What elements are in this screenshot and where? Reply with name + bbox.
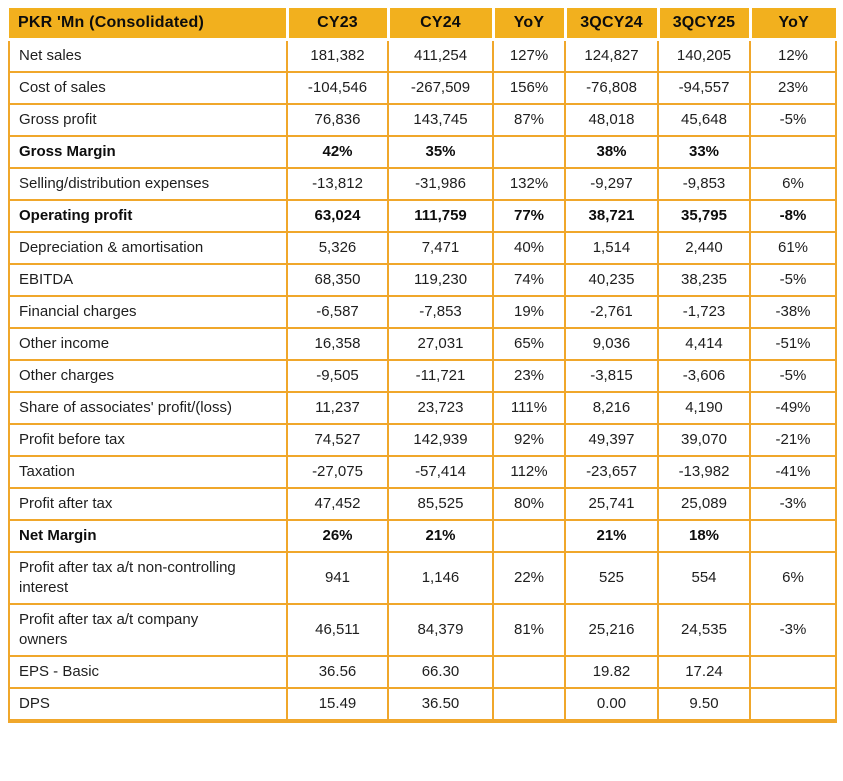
table-row-taxation <box>9 456 836 488</box>
table-row-net-sales <box>9 40 836 73</box>
row-label-text: Financial charges <box>19 303 137 320</box>
row-label <box>9 328 287 360</box>
cell: -3,815 <box>565 360 658 392</box>
cell: -267,509 <box>388 72 493 104</box>
row-label <box>9 104 287 136</box>
cell: -104,546 <box>287 72 388 104</box>
table-row-eps-basic <box>9 656 836 688</box>
cell: 17.24 <box>658 656 750 688</box>
cell: 0.00 <box>565 688 658 721</box>
cell <box>750 688 836 721</box>
cell: -9,297 <box>565 168 658 200</box>
cell: 36.50 <box>388 688 493 721</box>
cell: 92% <box>493 424 565 456</box>
cell: 111,759 <box>388 200 493 232</box>
row-label <box>9 264 287 296</box>
row-label <box>9 392 287 424</box>
row-label <box>9 688 287 721</box>
column-header-cy24: CY24 <box>388 8 493 40</box>
cell: 112% <box>493 456 565 488</box>
cell: -41% <box>750 456 836 488</box>
cell: -5% <box>750 360 836 392</box>
cell <box>493 136 565 168</box>
cell: 2,440 <box>658 232 750 264</box>
cell: -3% <box>750 604 836 656</box>
cell: 66.30 <box>388 656 493 688</box>
table-row-profit-before-tax <box>9 424 836 456</box>
cell: 24,535 <box>658 604 750 656</box>
cell: 26% <box>287 520 388 552</box>
table-header <box>9 8 836 40</box>
cell: 127% <box>493 40 565 73</box>
row-label-text: Other income <box>19 335 110 352</box>
cell: 61% <box>750 232 836 264</box>
cell: 25,089 <box>658 488 750 520</box>
row-label-text: EBITDA <box>19 271 74 288</box>
cell <box>750 136 836 168</box>
cell: -5% <box>750 104 836 136</box>
cell: 48,018 <box>565 104 658 136</box>
row-label-text: Profit after tax a/t company owners <box>19 611 199 648</box>
column-header-yoy: YoY <box>493 8 565 40</box>
cell: 9.50 <box>658 688 750 721</box>
table-row-selling-distribution-expenses <box>9 168 836 200</box>
row-label-text: Taxation <box>19 463 75 480</box>
cell: 74,527 <box>287 424 388 456</box>
cell: -21% <box>750 424 836 456</box>
cell: 87% <box>493 104 565 136</box>
cell: 1,146 <box>388 552 493 604</box>
table-row-gross-profit <box>9 104 836 136</box>
cell: 76,836 <box>287 104 388 136</box>
cell: 77% <box>493 200 565 232</box>
cell: -23,657 <box>565 456 658 488</box>
cell: -5% <box>750 264 836 296</box>
cell: 124,827 <box>565 40 658 73</box>
cell: 23% <box>493 360 565 392</box>
cell: 4,190 <box>658 392 750 424</box>
table-row-operating-profit <box>9 200 836 232</box>
cell: 46,511 <box>287 604 388 656</box>
cell: 21% <box>388 520 493 552</box>
cell: 36.56 <box>287 656 388 688</box>
row-label <box>9 40 287 73</box>
cell: -27,075 <box>287 456 388 488</box>
table-row-gross-margin <box>9 136 836 168</box>
cell: -51% <box>750 328 836 360</box>
cell: 15.49 <box>287 688 388 721</box>
cell: 143,745 <box>388 104 493 136</box>
cell: 68,350 <box>287 264 388 296</box>
table-row-share-of-associates-profit-loss <box>9 392 836 424</box>
cell: -9,505 <box>287 360 388 392</box>
row-label-text: Profit before tax <box>19 431 125 448</box>
table-row-ebitda <box>9 264 836 296</box>
row-label-text: Profit after tax a/t non-controlling interest <box>19 559 236 596</box>
column-header-cy23: CY23 <box>287 8 388 40</box>
column-header-3qcy24: 3QCY24 <box>565 8 658 40</box>
table-row-depreciation-amortisation <box>9 232 836 264</box>
row-label <box>9 456 287 488</box>
cell: 40,235 <box>565 264 658 296</box>
cell: -9,853 <box>658 168 750 200</box>
row-label <box>9 488 287 520</box>
cell: -11,721 <box>388 360 493 392</box>
cell: 65% <box>493 328 565 360</box>
table-row-cost-of-sales <box>9 72 836 104</box>
cell: 119,230 <box>388 264 493 296</box>
cell <box>493 688 565 721</box>
row-label <box>9 552 287 604</box>
cell: 25,216 <box>565 604 658 656</box>
row-label-text: Gross Margin <box>19 143 116 160</box>
cell: 132% <box>493 168 565 200</box>
row-label-text: Profit after tax <box>19 495 113 512</box>
cell: 18% <box>658 520 750 552</box>
row-label <box>9 168 287 200</box>
row-label-text: Net sales <box>19 47 82 64</box>
row-label-text: Selling/distribution expenses <box>19 175 210 192</box>
table-row-profit-after-tax <box>9 488 836 520</box>
row-label-text: EPS - Basic <box>19 663 100 680</box>
header-row <box>9 8 836 40</box>
row-label-text: Operating profit <box>19 207 133 224</box>
cell: -8% <box>750 200 836 232</box>
financial-results-table <box>8 8 837 723</box>
cell: -1,723 <box>658 296 750 328</box>
cell: -57,414 <box>388 456 493 488</box>
cell <box>750 520 836 552</box>
cell: 11,237 <box>287 392 388 424</box>
cell: 35,795 <box>658 200 750 232</box>
cell: 411,254 <box>388 40 493 73</box>
row-label <box>9 424 287 456</box>
cell: -31,986 <box>388 168 493 200</box>
cell: -7,853 <box>388 296 493 328</box>
table-row-financial-charges <box>9 296 836 328</box>
column-header-yoy-2: YoY <box>750 8 836 40</box>
cell: 27,031 <box>388 328 493 360</box>
cell: -38% <box>750 296 836 328</box>
cell: -3% <box>750 488 836 520</box>
cell: 9,036 <box>565 328 658 360</box>
cell: 42% <box>287 136 388 168</box>
cell <box>493 520 565 552</box>
cell: 80% <box>493 488 565 520</box>
row-label <box>9 604 287 656</box>
table-row-profit-after-tax-a-t-non-controlling-interest <box>9 552 836 604</box>
cell: 6% <box>750 552 836 604</box>
cell: -3,606 <box>658 360 750 392</box>
row-label-text: Depreciation & amortisation <box>19 239 204 256</box>
cell: 49,397 <box>565 424 658 456</box>
cell: 525 <box>565 552 658 604</box>
cell: 40% <box>493 232 565 264</box>
cell: 4,414 <box>658 328 750 360</box>
table-row-profit-after-tax-a-t-company-owners <box>9 604 836 656</box>
cell: 23,723 <box>388 392 493 424</box>
cell: 85,525 <box>388 488 493 520</box>
cell: -94,557 <box>658 72 750 104</box>
cell: 1,514 <box>565 232 658 264</box>
table-row-net-margin <box>9 520 836 552</box>
row-label-text: Gross profit <box>19 111 97 128</box>
column-header-3qcy25: 3QCY25 <box>658 8 750 40</box>
cell: 74% <box>493 264 565 296</box>
row-label-text: Other charges <box>19 367 115 384</box>
cell: 6% <box>750 168 836 200</box>
cell: 35% <box>388 136 493 168</box>
row-label-text: Net Margin <box>19 527 97 544</box>
row-label <box>9 72 287 104</box>
cell: 25,741 <box>565 488 658 520</box>
cell: 554 <box>658 552 750 604</box>
cell: 19.82 <box>565 656 658 688</box>
cell: 23% <box>750 72 836 104</box>
row-label <box>9 200 287 232</box>
cell: 5,326 <box>287 232 388 264</box>
cell: 941 <box>287 552 388 604</box>
cell: 38% <box>565 136 658 168</box>
cell: 181,382 <box>287 40 388 73</box>
cell: 33% <box>658 136 750 168</box>
cell: 12% <box>750 40 836 73</box>
cell: 84,379 <box>388 604 493 656</box>
cell: 7,471 <box>388 232 493 264</box>
table-body <box>9 40 836 722</box>
cell: 45,648 <box>658 104 750 136</box>
table-row-other-income <box>9 328 836 360</box>
cell: 21% <box>565 520 658 552</box>
cell: 22% <box>493 552 565 604</box>
row-label <box>9 520 287 552</box>
table-row-other-charges <box>9 360 836 392</box>
cell: 63,024 <box>287 200 388 232</box>
row-label-text: DPS <box>19 695 50 712</box>
cell <box>750 656 836 688</box>
cell <box>493 656 565 688</box>
row-label <box>9 296 287 328</box>
table-row-dps <box>9 688 836 721</box>
cell: 140,205 <box>658 40 750 73</box>
cell: 39,070 <box>658 424 750 456</box>
column-header-pkr-mn-consolidated: PKR 'Mn (Consolidated) <box>9 8 287 40</box>
cell: -13,812 <box>287 168 388 200</box>
cell: -6,587 <box>287 296 388 328</box>
row-label <box>9 360 287 392</box>
cell: -76,808 <box>565 72 658 104</box>
row-label-text: Share of associates' profit/(loss) <box>19 399 232 416</box>
cell: 81% <box>493 604 565 656</box>
cell: 111% <box>493 392 565 424</box>
cell: 142,939 <box>388 424 493 456</box>
cell: 16,358 <box>287 328 388 360</box>
cell: 19% <box>493 296 565 328</box>
cell: 38,721 <box>565 200 658 232</box>
row-label-text: Cost of sales <box>19 79 106 96</box>
cell: 156% <box>493 72 565 104</box>
cell: 8,216 <box>565 392 658 424</box>
cell: -49% <box>750 392 836 424</box>
row-label <box>9 656 287 688</box>
cell: -2,761 <box>565 296 658 328</box>
cell: -13,982 <box>658 456 750 488</box>
cell: 38,235 <box>658 264 750 296</box>
row-label <box>9 232 287 264</box>
row-label <box>9 136 287 168</box>
cell: 47,452 <box>287 488 388 520</box>
